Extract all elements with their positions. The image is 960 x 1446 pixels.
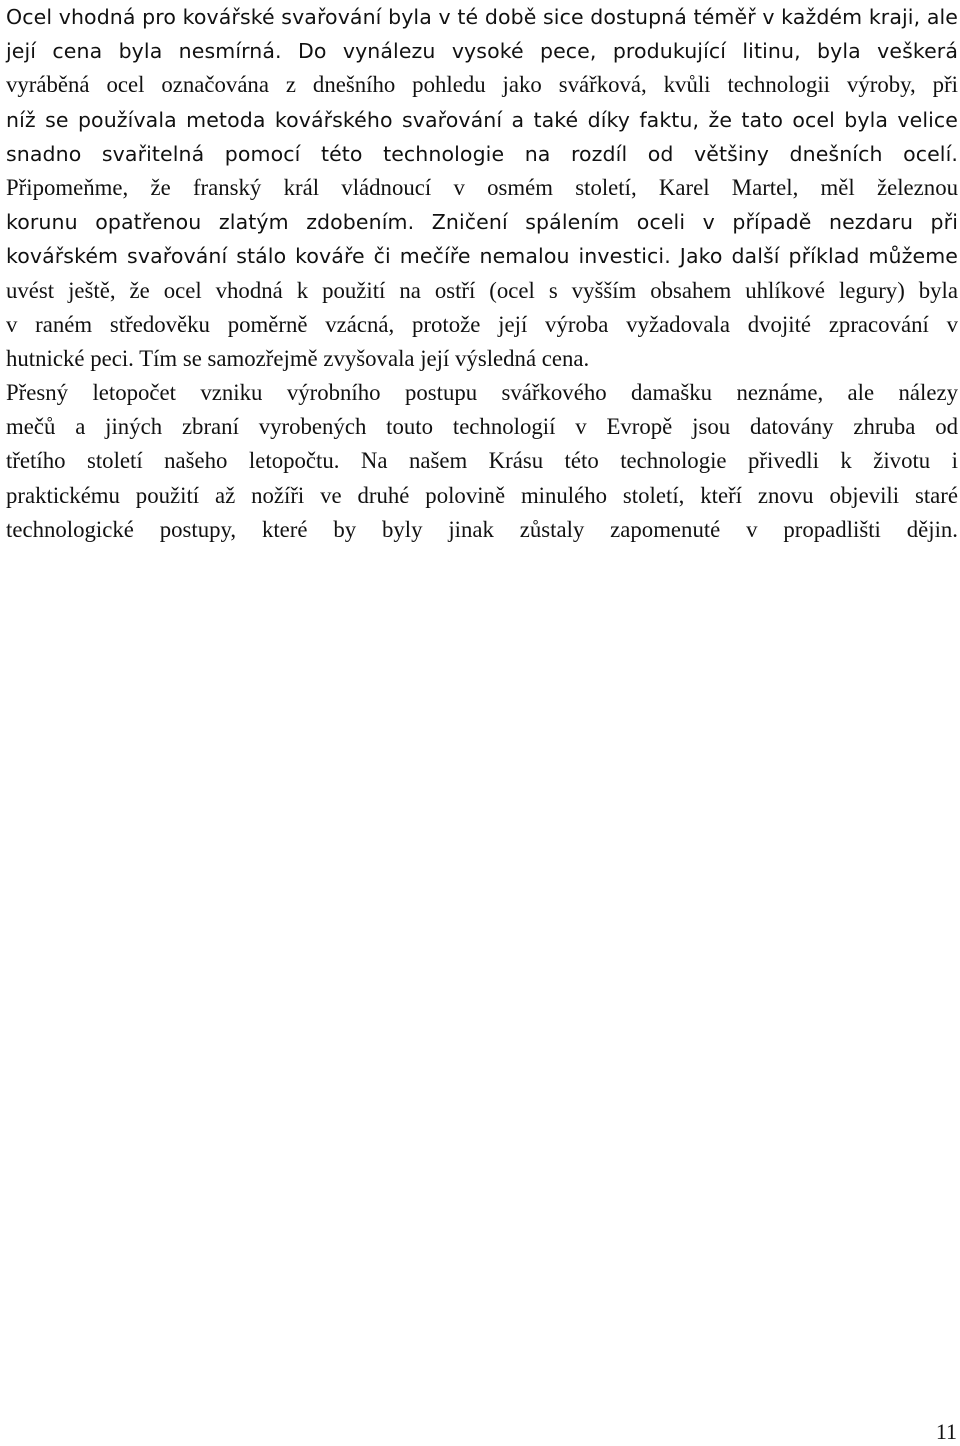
text-line: níž se používala metoda kovářského svařování a také díky faktu, že tato ocel byla velice bbox=[6, 107, 958, 132]
text-line: praktickému použití až nožíři ve druhé polovině minulého století, kteří znovu objevili staré bbox=[6, 482, 958, 508]
text-line: v raném středověku poměrně vzácná, protože její výroba vyžadovala dvojité zpracování v bbox=[6, 311, 958, 337]
text-line: Ocel vhodná pro kovářské svařování byla v té době sice dostupná téměř v každém kraji, ale bbox=[6, 5, 958, 29]
text-line: technologické postupy, které by byly jinak zůstaly zapomenuté v propadlišti dějin. bbox=[6, 516, 958, 542]
text-line: mečů a jiných zbraní vyrobených touto technologií v Evropě jsou datovány zhruba od bbox=[6, 414, 958, 440]
text-line: její cena byla nesmírná. Do vynálezu vysoké pece, produkující litinu, byla veškerá bbox=[6, 39, 958, 64]
text-line: třetího století našeho letopočtu. Na našem Krásu této technologie přivedli k životu i bbox=[6, 448, 958, 474]
text-line: vyráběná ocel označována z dnešního pohledu jako svářková, kvůli technologii výroby, při bbox=[6, 72, 958, 98]
text-line: uvést ještě, že ocel vhodná k použití na ostří (ocel s vyšším obsahem uhlíkové legury) byla bbox=[6, 277, 958, 303]
text-line: korunu opatřenou zlatým zdobením. Zničení spálením oceli v případě nezdaru při bbox=[6, 210, 958, 235]
text-line: kovářském svařování stálo kováře či mečíře nemalou investici. Jako další příklad můžeme bbox=[6, 244, 958, 269]
document-body bbox=[6, 0, 958, 547]
text-line: hutnické peci. Tím se samozřejmě zvyšovala její výsledná cena. bbox=[6, 345, 590, 371]
text-line: snadno svařitelná pomocí této technologie na rozdíl od většiny dnešních ocelí. bbox=[6, 141, 958, 166]
page-number: 11 bbox=[935, 1419, 957, 1444]
text-line: Přesný letopočet vzniku výrobního postupu svářkového damašku neznáme, ale nálezy bbox=[6, 380, 958, 406]
text-line: Připomeňme, že franský král vládnoucí v osmém století, Karel Martel, měl železnou bbox=[6, 174, 958, 200]
